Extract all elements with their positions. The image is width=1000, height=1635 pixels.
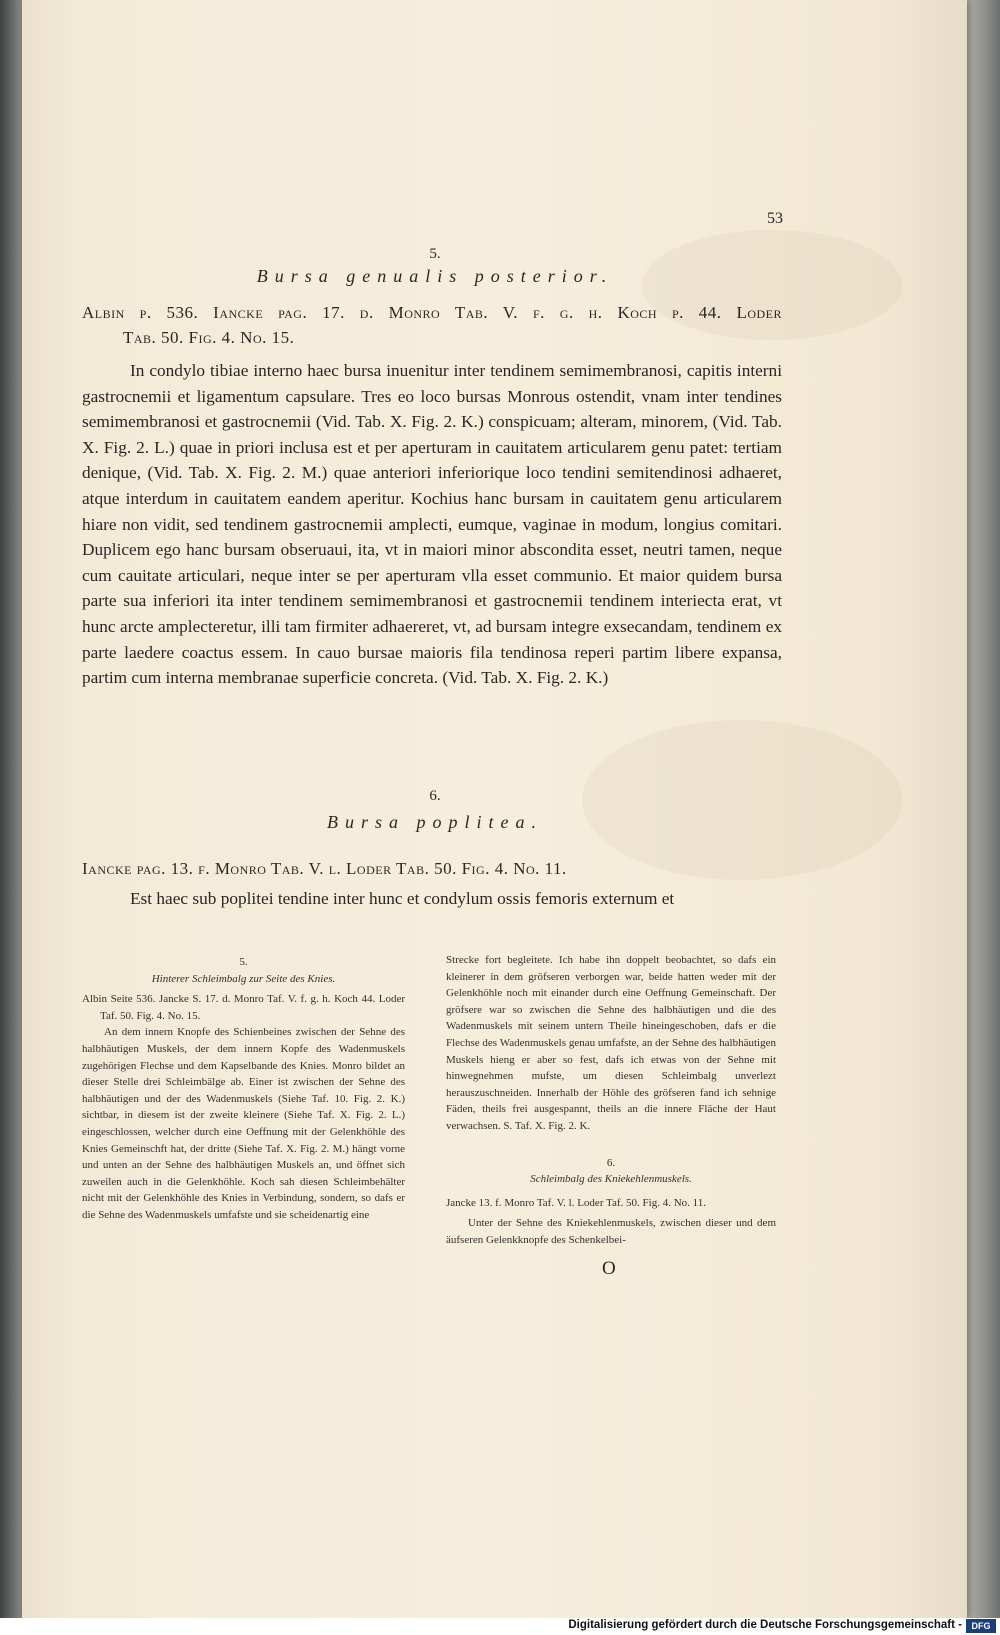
- footer-credit: Digitalisierung gefördert durch die Deutsche Forschungsgemeinschaft -: [568, 1619, 962, 1631]
- signature-mark: O: [602, 1258, 616, 1279]
- german-5-references: Albin Seite 536. Jancke S. 17. d. Monro Taf. V. f. g. h. Koch 44. Loder Taf. 50. Fig. 4. No. 15.: [82, 993, 405, 1022]
- german-5-title: Hinterer Schleimbalg zur Seite des Knies.: [151, 972, 336, 985]
- section-5-number: 5.: [429, 246, 441, 262]
- german-6-references: Jancke 13. f. Monro Taf. V. l. Loder Taf. 50. Fig. 4. No. 11.: [446, 1196, 706, 1209]
- background-left: [0, 0, 22, 1635]
- references-line: Albin p. 536. Iancke pag. 17. d. Monro Tab. V. f. g. h. Koch p. 44. Loder: [82, 303, 782, 322]
- section-5-references: [82, 300, 782, 350]
- background-right: [964, 0, 1000, 1635]
- section-6-paragraph: Est haec sub poplitei tendine inter hunc et condylum ossis femoris externum et: [130, 889, 675, 908]
- german-5-number: 5.: [239, 956, 248, 968]
- german-6-text: Unter der Sehne des Kniekehlenmuskels, zwischen dieser und dem äufseren Gelenkknopfe des Schenkelbei-: [446, 1217, 776, 1246]
- dfg-logo: DFG: [966, 1619, 996, 1633]
- section-6-number: 6.: [429, 788, 441, 804]
- german-6-title: Schleimbalg des Kniekehlenmuskels.: [530, 1173, 692, 1186]
- german-5-text: An dem innern Knopfe des Schienbeines zwischen der Sehne des halbhäutigen Muskels, der dem innern Kopfe des Wadenmuskels zugehörigen Flechse und dem Kapselbande des Knies. Monro bildet an dieser Stelle drei Schleimbälge ab. Einer ist zwischen der Sehne des halbhäutigen und der des Wadenmuskels (Siehe Taf. 10. Fig. 2. K.) sichtbar, in diesem ist der zweite kleinere (Siehe Taf. X. Fig. 2. L.) eingeschlossen, welcher durch eine Oeffnung mit der Gelenkhöhle des Knies Gemeinschft hat, der dritte (Siehe Taf. X. Fig. 2. M.) hängt vorne und unten an der Sehne des halbhäutigen Muskels an, und öffnet sich zuweilen auch in die Gelenkhöhle. Koch sah diesen Schleimbehälter nicht mit der Gelenkhöhle des Knies in Verbindung, sondern, so dafs er die Sehne des Wadenmuskels umfafste und sie scheidenartig eine: [82, 1026, 405, 1221]
- section-6-references: Iancke pag. 13. f. Monro Tab. V. l. Loder Tab. 50. Fig. 4. No. 11.: [82, 859, 567, 878]
- book-page: [22, 0, 967, 1618]
- section-5-title: Bursa genualis posterior.: [256, 266, 614, 286]
- page-number: 53: [767, 210, 783, 227]
- german-right-text: Strecke fort begleitete. Ich habe ihn doppelt beobachtet, so dafs ein kleinerer in dem gröfseren verborgen war, beide hatten weder mit der Gelenkhöhle noch mit einander durch eine Oeffnung Gemeinschaft. Der gröfsere war so zwischen die Sehne des halbhäutigen und die des Wadenmuskels mit seinem untern Theile hineingeschoben, dafs er die Flechse des Wadenmuskels genau umfafste, an der Sehne des halbhäutigen Muskels hieng er aber so fest, dafs ich etwas von der Sehne mit hinwegnehmen mufste, um diesen Schleimbalg unverlezt herauszuschneiden. Innerhalb der Höhle des gröfseren fand ich sehnige Fäden, theils frei ausgespannt, theils an die innere Fläche der Haut verwachsen. S. Taf. X. Fig. 2. K.: [446, 954, 776, 1132]
- section-5-paragraph: In condylo tibiae interno haec bursa inuenitur inter tendinem semimembranosi, capitis interni gastrocnemii et ligamentum capsulare. Tres eo loco bursas Monrous ostendit, vnam inter tendines semimembranosi et gastrocnemii (Vid. Tab. X. Fig. 2. K.) conspicuam; alteram, minorem, (Vid. Tab. X. Fig. 2. L.) quae in priori inclusa est et per aperturam in cauitatem articularem genu patet: tertiam denique, (Vid. Tab. X. Fig. 2. M.) quae anteriori inferiorique loco tendini semitendinosi adhaeret, atque interdum in cauitatem eandem aperitur. Kochius hanc bursam in cauitatem genu articularem hiare non vidit, sed tendinem gastrocnemii amplecti, eumque, vaginae in modum, longius comitari. Duplicem ego hanc bursam obseruaui, ita, vt in maiori minor abscondita esset, neutri tamen, neque cum cauitate articulari, neque inter se per aperturam vlla esset communio. Et maior quidem bursa parte sua inferiori ita inter tendinem semimembranosi et gastrocnemii tendinem interiecta erat, vt hunc arcte amplecteretur, illi tam firmiter adhaereret, vt, ad bursam integre exsecandam, tendinem ex parte laedere coactus essem. In cauo bursae maioris fila tendinosa reperi partim libere expansa, partim cum interna membranae superficie concreta. (Vid. Tab. X. Fig. 2. K.): [82, 361, 782, 688]
- german-right-column: [446, 952, 776, 1249]
- section-6-title: Bursa poplitea.: [327, 812, 543, 832]
- german-left-column: [82, 954, 405, 1224]
- german-6-number: 6.: [606, 1156, 616, 1169]
- references-line: Tab. 50. Fig. 4. No. 15.: [123, 328, 295, 347]
